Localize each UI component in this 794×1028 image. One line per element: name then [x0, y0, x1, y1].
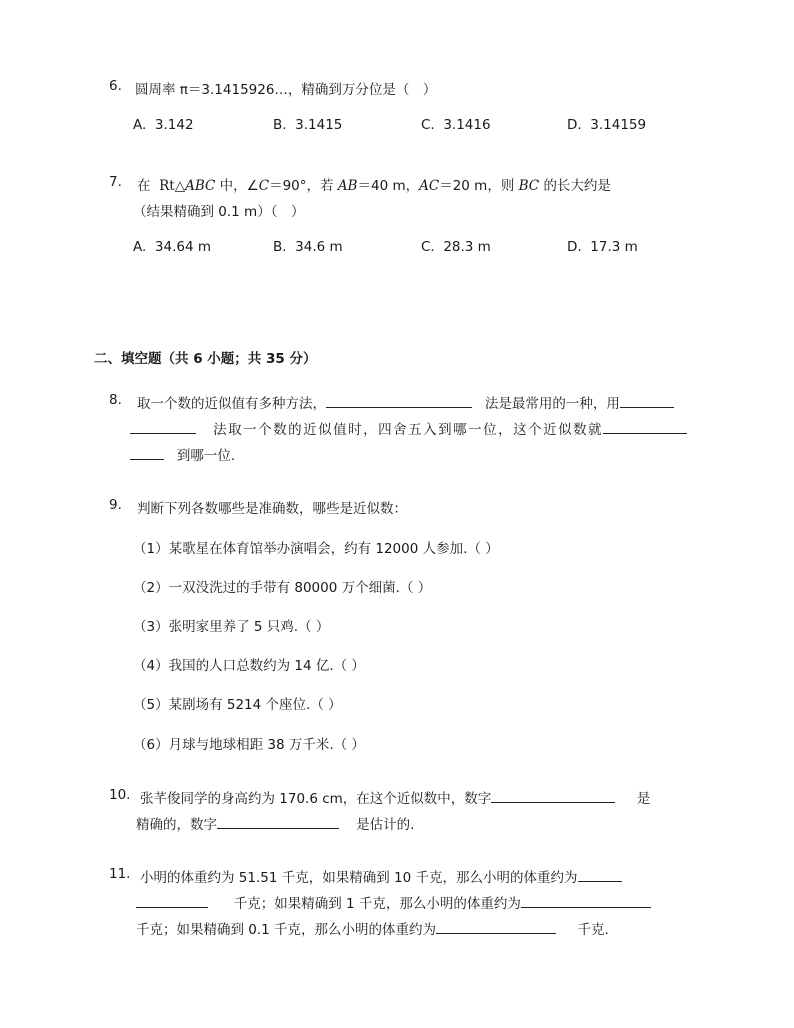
q11-blank-2[interactable]: [521, 893, 651, 908]
q10-line2: [136, 813, 414, 833]
q7-number: 7.: [109, 174, 122, 190]
option-label: D.: [567, 239, 582, 255]
q11-blank-1b[interactable]: [136, 893, 208, 908]
option-label: C.: [421, 239, 435, 255]
q7-stem-line2: （结果精确到 0.1 m）（ ）: [133, 204, 305, 220]
option-text: 34.64 m: [154, 239, 211, 255]
option-label: A.: [133, 117, 147, 133]
option-text: 3.142: [154, 117, 194, 133]
triangle-symbol: △: [174, 178, 186, 194]
text: ＝20 m，则: [439, 178, 515, 194]
q8-blank-3b[interactable]: [130, 445, 164, 460]
text: Rt: [159, 178, 175, 194]
q9-item-2: （2）一双没洗过的手带有 80000 万个细菌.（ ）: [133, 580, 432, 596]
q8-blank-3a[interactable]: [603, 419, 687, 434]
q6-option-c[interactable]: [421, 117, 491, 133]
q8-blank-2a[interactable]: [620, 393, 674, 408]
q8-line3: [130, 444, 235, 464]
q9-item-1: （1）某歌星在体育馆举办演唱会，约有 12000 人参加.（ ）: [133, 541, 499, 557]
math-var: AC: [419, 178, 440, 194]
q9-item-3: （3）张明家里养了 5 只鸡.（ ）: [133, 619, 330, 635]
option-text: 3.1416: [443, 117, 491, 133]
q7-option-a[interactable]: [133, 239, 211, 255]
q6-option-b[interactable]: [273, 117, 342, 133]
option-label: D.: [567, 117, 582, 133]
text: 的长大约是: [543, 178, 611, 194]
q9-item-6: （6）月球与地球相距 38 万千米.（ ）: [133, 737, 365, 753]
section-title: 二、填空题（共 6 小题；共 35 分）: [94, 351, 317, 367]
q8-blank-2b[interactable]: [130, 419, 196, 434]
option-label: A.: [133, 239, 147, 255]
text: 法是最常用的一种，用: [484, 396, 620, 412]
option-text: 3.14159: [590, 117, 647, 133]
option-text: 17.3 m: [590, 239, 638, 255]
q9-stem: 判断下列各数哪些是准确数，哪些是近似数：: [137, 501, 407, 517]
q8-line2: [130, 418, 687, 438]
q6-stem: 圆周率 π＝3.1415926…，精确到万分位是（ ）: [135, 82, 437, 98]
option-text: 28.3 m: [443, 239, 491, 255]
q10-number: 10.: [109, 787, 131, 803]
math-var: BC: [518, 178, 540, 194]
q11-line3: [136, 918, 609, 938]
text: 千克；如果精确到 0.1 千克，那么小明的体重约为: [136, 922, 437, 938]
q11-number: 11.: [109, 866, 131, 882]
option-label: C.: [421, 117, 435, 133]
text: 千克；如果精确到 1 千克，那么小明的体重约为: [233, 896, 521, 912]
q11-line2: [136, 892, 651, 912]
q6-number: 6.: [109, 78, 122, 94]
text: 取一个数的近似值有多种方法，: [137, 396, 326, 412]
text: 小明的体重约为 51.51 千克，如果精确到 10 千克，那么小明的体重约为: [140, 870, 578, 886]
text: 法取一个数的近似值时，四舍五入到哪一位，这个近似数就: [213, 422, 604, 438]
text: ＝40 m，: [357, 178, 420, 194]
q8-blank-1[interactable]: [326, 393, 472, 408]
option-text: 3.1415: [295, 117, 343, 133]
text: 到哪一位.: [176, 448, 236, 464]
option-label: B.: [273, 117, 287, 133]
q8-number: 8.: [109, 392, 122, 408]
q6-option-d[interactable]: [567, 117, 646, 133]
text: 张芊俊同学的身高约为 170.6 cm，在这个近似数中，数字: [140, 791, 492, 807]
text: 是: [636, 791, 651, 807]
q9-item-5: （5）某剧场有 5214 个座位.（ ）: [133, 697, 342, 713]
option-text: 34.6 m: [295, 239, 343, 255]
math-var: ABC: [185, 178, 216, 194]
q10-blank-2[interactable]: [217, 814, 339, 829]
q10-blank-1[interactable]: [491, 788, 615, 803]
text: 千克.: [577, 922, 609, 938]
q6-option-a[interactable]: [133, 117, 194, 133]
q11-line1: [140, 866, 622, 886]
q11-blank-1a[interactable]: [578, 867, 622, 882]
option-label: B.: [273, 239, 287, 255]
text: 中，∠: [219, 178, 259, 194]
q7-option-c[interactable]: [421, 239, 491, 255]
math-var: C: [258, 178, 270, 194]
q10-line1: [140, 787, 650, 807]
q11-blank-3[interactable]: [436, 919, 556, 934]
math-var: AB: [337, 178, 358, 194]
text: 在: [137, 178, 151, 194]
q7-option-d[interactable]: [567, 239, 638, 255]
q7-option-b[interactable]: [273, 239, 343, 255]
q9-item-4: （4）我国的人口总数约为 14 亿.（ ）: [133, 658, 365, 674]
q7-stem-line1: [137, 174, 611, 194]
q8-line1: [137, 392, 674, 412]
text: ＝90°，若: [269, 178, 334, 194]
text: 精确的，数字: [136, 817, 217, 833]
q9-number: 9.: [109, 497, 122, 513]
text: 是估计的.: [356, 817, 415, 833]
